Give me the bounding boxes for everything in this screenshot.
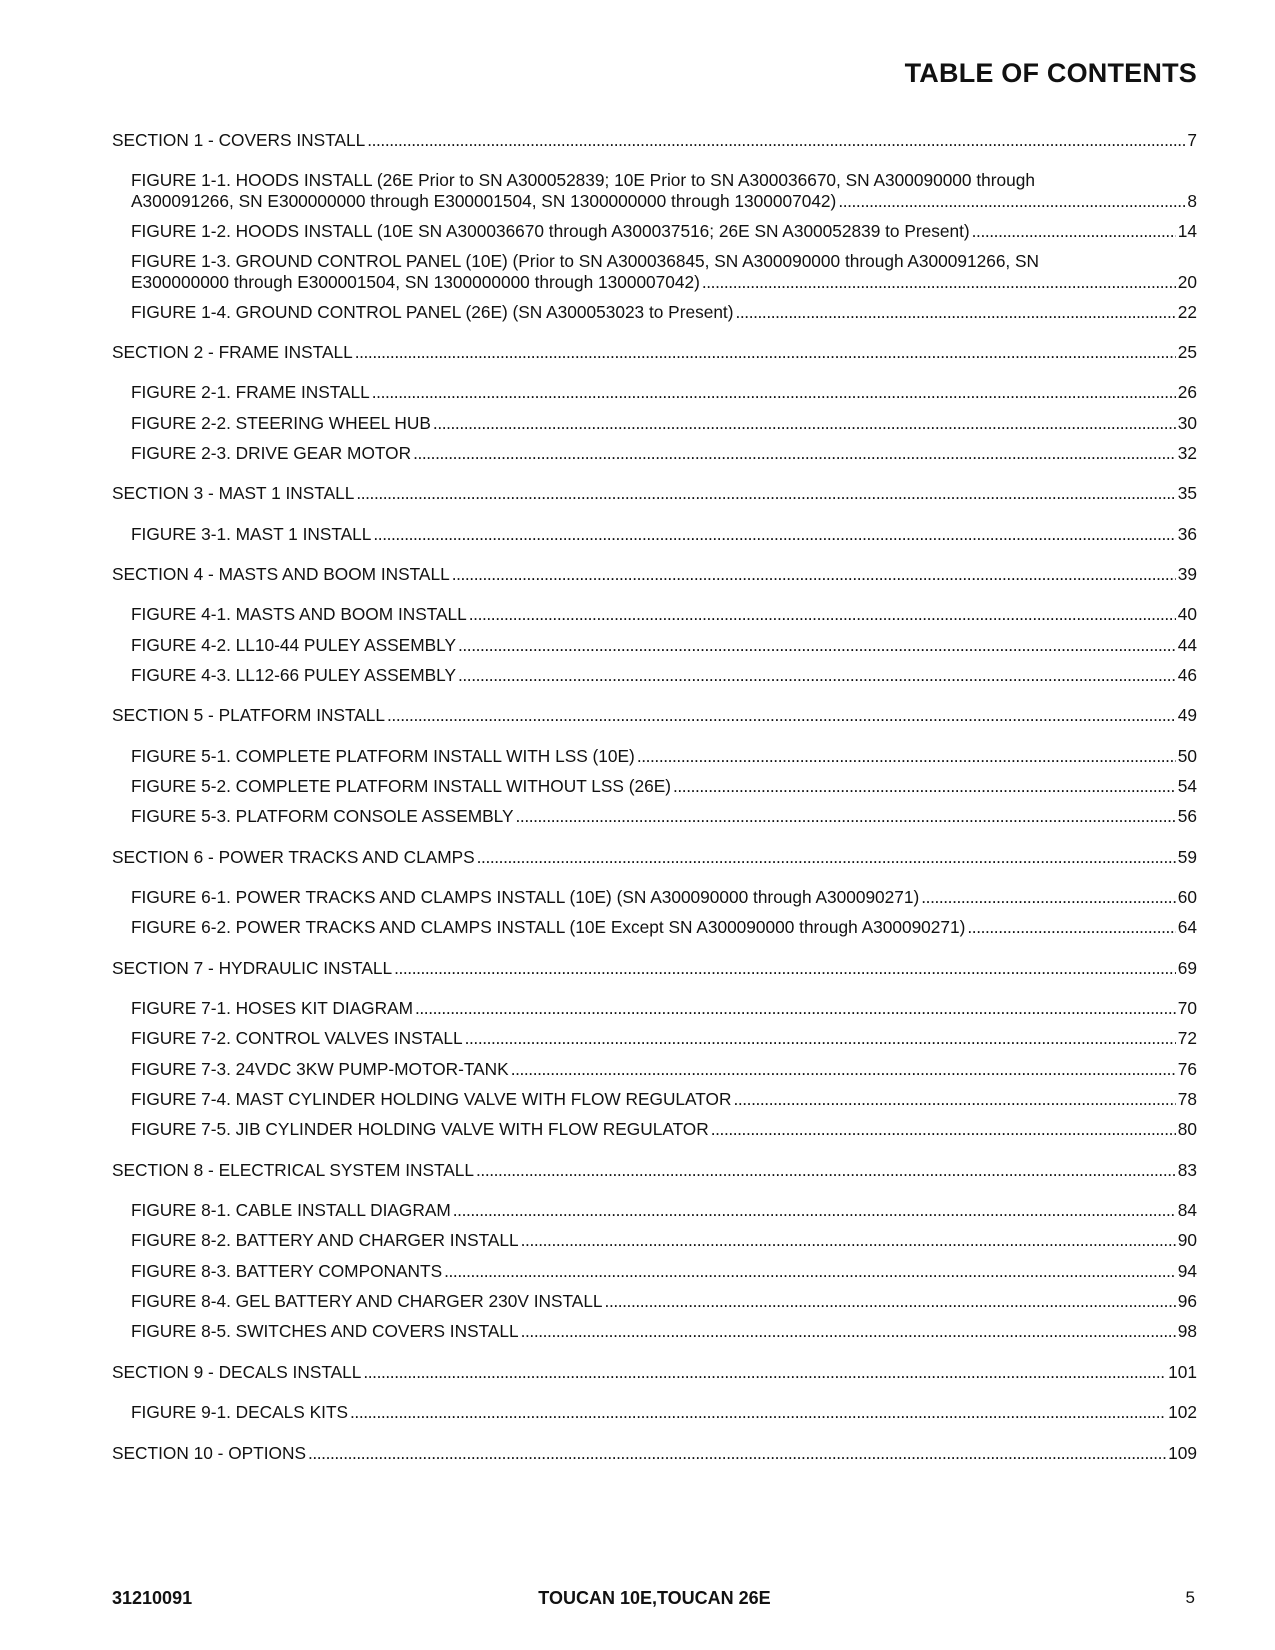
toc-page-number: 7 — [1187, 130, 1197, 150]
dot-leader — [433, 413, 1176, 434]
toc-entry-row — [131, 302, 1197, 323]
dot-leader — [521, 1321, 1176, 1342]
toc-page-number: 32 — [1177, 443, 1197, 463]
toc-figure-entry[interactable] — [131, 170, 1197, 212]
toc-entry-row — [131, 382, 1197, 403]
toc-figure-entry[interactable] — [131, 221, 1197, 242]
toc-entry-row — [131, 1028, 1197, 1049]
toc-page-number: 44 — [1177, 635, 1197, 655]
toc-entry-row — [131, 272, 1197, 293]
toc-figure-entry[interactable] — [131, 776, 1197, 797]
dot-leader — [387, 705, 1176, 726]
dot-leader — [394, 958, 1176, 979]
toc-section-entry[interactable] — [112, 705, 1197, 726]
toc-page-number: 20 — [1177, 272, 1197, 292]
toc-entry-title: FIGURE 8-4. GEL BATTERY AND CHARGER 230V INSTALL — [131, 1291, 603, 1311]
toc-section-entry[interactable] — [112, 1443, 1197, 1464]
toc-entry-title: FIGURE 4-1. MASTS AND BOOM INSTALL — [131, 604, 467, 624]
dot-leader — [415, 998, 1176, 1019]
toc-entry-title: SECTION 2 - FRAME INSTALL — [112, 342, 353, 362]
dot-leader — [521, 1230, 1176, 1251]
toc-entry-title: FIGURE 4-2. LL10-44 PULEY ASSEMBLY — [131, 635, 456, 655]
toc-section-entry[interactable] — [112, 1362, 1197, 1383]
dot-leader — [373, 524, 1175, 545]
toc-page-number: 40 — [1177, 604, 1197, 624]
toc-entry-title: SECTION 4 - MASTS AND BOOM INSTALL — [112, 564, 450, 584]
toc-page-number: 70 — [1177, 998, 1197, 1018]
toc-entry-row — [131, 443, 1197, 464]
toc-entry-title: FIGURE 3-1. MAST 1 INSTALL — [131, 524, 372, 544]
toc-entry-row — [131, 776, 1197, 797]
dot-leader — [453, 1200, 1176, 1221]
page-footer — [112, 1588, 1197, 1612]
toc-figure-entry[interactable] — [131, 1089, 1197, 1110]
toc-entry-row — [131, 1119, 1197, 1140]
toc-page-number: 25 — [1177, 342, 1197, 362]
toc-figure-entry[interactable] — [131, 604, 1197, 625]
toc-entry-title: SECTION 9 - DECALS INSTALL — [112, 1362, 362, 1382]
dot-leader — [711, 1119, 1176, 1140]
toc-section-entry[interactable] — [112, 483, 1197, 504]
toc-entry-title: SECTION 3 - MAST 1 INSTALL — [112, 483, 355, 503]
toc-entry-title: FIGURE 5-1. COMPLETE PLATFORM INSTALL WITH LSS (10E) — [131, 746, 635, 766]
toc-page-number: 72 — [1177, 1028, 1197, 1048]
dot-leader — [476, 1160, 1176, 1181]
dot-leader — [605, 1291, 1176, 1312]
page-number: 5 — [1185, 1588, 1195, 1607]
toc-page-number: 80 — [1177, 1119, 1197, 1139]
toc-entry-row — [131, 998, 1197, 1019]
toc-page-number: 49 — [1177, 705, 1197, 725]
toc-page-number: 54 — [1177, 776, 1197, 796]
toc-entry-row — [112, 1362, 1197, 1383]
toc-page-number: 84 — [1177, 1200, 1197, 1220]
toc-entry-row — [131, 221, 1197, 242]
dot-leader — [736, 302, 1176, 323]
toc-figure-entry[interactable] — [131, 382, 1197, 403]
toc-figure-entry[interactable] — [131, 1119, 1197, 1140]
toc-page-number: 109 — [1168, 1443, 1197, 1463]
toc-entry-title: FIGURE 2-1. FRAME INSTALL — [131, 382, 370, 402]
toc-page-number: 102 — [1168, 1402, 1197, 1422]
toc-page-number: 50 — [1177, 746, 1197, 766]
toc-entry-title: FIGURE 6-1. POWER TRACKS AND CLAMPS INSTALL (10E) (SN A300090000 through A300090271) — [131, 887, 920, 907]
dot-leader — [452, 564, 1176, 585]
toc-entry-title: FIGURE 7-5. JIB CYLINDER HOLDING VALVE WITH FLOW REGULATOR — [131, 1119, 709, 1139]
toc-figure-entry[interactable] — [131, 1291, 1197, 1312]
dot-leader — [363, 1362, 1166, 1383]
toc-entry-title: FIGURE 1-3. GROUND CONTROL PANEL (10E) (Prior to SN A300036845, SN A300090000 through A300091266, SN — [131, 251, 1040, 271]
dot-leader — [921, 887, 1176, 908]
toc-figure-entry[interactable] — [131, 1230, 1197, 1251]
toc-page-number: 39 — [1177, 564, 1197, 584]
toc-figure-entry[interactable] — [131, 665, 1197, 686]
toc-section-entry[interactable] — [112, 130, 1197, 151]
toc-entry-title: SECTION 1 - COVERS INSTALL — [112, 130, 366, 150]
toc-entry-row — [131, 1291, 1197, 1312]
toc-entry-row — [112, 1160, 1197, 1181]
toc-figure-entry[interactable] — [131, 1402, 1197, 1423]
toc-page-number: 69 — [1177, 958, 1197, 978]
toc-entry-title: FIGURE 7-1. HOSES KIT DIAGRAM — [131, 998, 413, 1018]
toc-section-entry[interactable] — [112, 958, 1197, 979]
dot-leader — [350, 1402, 1166, 1423]
toc-page-number: 36 — [1177, 524, 1197, 544]
toc-page-number: 35 — [1177, 483, 1197, 503]
toc-page-number: 76 — [1177, 1059, 1197, 1079]
toc-entry-title: FIGURE 5-3. PLATFORM CONSOLE ASSEMBLY — [131, 806, 514, 826]
toc-entry-row — [131, 1230, 1197, 1251]
dot-leader — [367, 130, 1185, 151]
toc-entry-title: FIGURE 8-1. CABLE INSTALL DIAGRAM — [131, 1200, 451, 1220]
toc-section-entry[interactable] — [112, 342, 1197, 363]
toc-entry-title: FIGURE 8-5. SWITCHES AND COVERS INSTALL — [131, 1321, 519, 1341]
dot-leader — [637, 746, 1176, 767]
dot-leader — [702, 272, 1176, 293]
dot-leader — [356, 483, 1175, 504]
toc-entry-row — [112, 483, 1197, 504]
toc-entry-row — [112, 847, 1197, 868]
toc-page-number: 30 — [1177, 413, 1197, 433]
toc-page-number: 26 — [1177, 382, 1197, 402]
toc-entry-row — [131, 524, 1197, 545]
toc-entry-title-continued: A300091266, SN E300000000 through E300001504, SN 1300000000 through 1300007042) — [131, 191, 837, 211]
toc-entry-row — [131, 1261, 1197, 1282]
toc-page-number: 90 — [1177, 1230, 1197, 1250]
toc-page-number: 46 — [1177, 665, 1197, 685]
toc-entry-row — [131, 191, 1197, 212]
toc-entry-row — [131, 665, 1197, 686]
toc-entry-row — [131, 746, 1197, 767]
toc-figure-entry[interactable] — [131, 302, 1197, 323]
toc-figure-entry[interactable] — [131, 1059, 1197, 1080]
toc-page-number: 14 — [1177, 221, 1197, 241]
toc-entry-title: FIGURE 8-3. BATTERY COMPONANTS — [131, 1261, 443, 1281]
toc-entry-title: SECTION 8 - ELECTRICAL SYSTEM INSTALL — [112, 1160, 475, 1180]
toc-entry-title: FIGURE 6-2. POWER TRACKS AND CLAMPS INSTALL (10E Except SN A300090000 through A300090271) — [131, 917, 966, 937]
toc-entry-row — [131, 635, 1197, 656]
toc-figure-entry[interactable] — [131, 998, 1197, 1019]
dot-leader — [673, 776, 1176, 797]
toc-entry-row — [131, 1200, 1197, 1221]
dot-leader — [458, 635, 1176, 656]
dot-leader — [308, 1443, 1166, 1464]
toc-page-number: 98 — [1177, 1321, 1197, 1341]
toc-section-entry[interactable] — [112, 847, 1197, 868]
product-name: TOUCAN 10E,TOUCAN 26E — [538, 1588, 771, 1608]
toc-entry-title: FIGURE 2-2. STEERING WHEEL HUB — [131, 413, 431, 433]
dot-leader — [413, 443, 1176, 464]
toc-entry-title: FIGURE 4-3. LL12-66 PULEY ASSEMBLY — [131, 665, 456, 685]
dot-leader — [355, 342, 1176, 363]
toc-entry-title-continued: E300000000 through E300001504, SN 1300000000 through 1300007042) — [131, 272, 700, 292]
toc-page-number: 22 — [1177, 302, 1197, 322]
toc-entry-title: FIGURE 2-3. DRIVE GEAR MOTOR — [131, 443, 412, 463]
toc-page-number: 64 — [1177, 917, 1197, 937]
toc-entry-row — [131, 1402, 1197, 1423]
toc-entry-row — [112, 958, 1197, 979]
toc-page-number: 60 — [1177, 887, 1197, 907]
toc-entry-title: FIGURE 7-3. 24VDC 3KW PUMP-MOTOR-TANK — [131, 1059, 509, 1079]
dot-leader — [469, 604, 1176, 625]
toc-figure-entry[interactable] — [131, 1321, 1197, 1342]
dot-leader — [733, 1089, 1175, 1110]
toc-entry-title: FIGURE 1-1. HOODS INSTALL (26E Prior to SN A300052839; 10E Prior to SN A300036670, SN A300090000 through — [131, 170, 1035, 190]
toc-entry-row — [131, 1321, 1197, 1342]
toc-page-number: 78 — [1177, 1089, 1197, 1109]
toc-entry-title: FIGURE 8-2. BATTERY AND CHARGER INSTALL — [131, 1230, 519, 1250]
dot-leader — [372, 382, 1176, 403]
toc-page-number: 94 — [1177, 1261, 1197, 1281]
dot-leader — [838, 191, 1185, 212]
toc-page-number: 96 — [1177, 1291, 1197, 1311]
dot-leader — [444, 1261, 1176, 1282]
page-title: TABLE OF CONTENTS — [904, 58, 1197, 88]
toc-entry-row — [131, 413, 1197, 434]
toc-entry-title: FIGURE 1-2. HOODS INSTALL (10E SN A300036670 through A300037516; 26E SN A300052839 to Present) — [131, 221, 970, 241]
toc-figure-entry[interactable] — [131, 806, 1197, 827]
toc-entry-row — [112, 130, 1197, 151]
toc-entry-row — [112, 705, 1197, 726]
toc-entry-title: SECTION 6 - POWER TRACKS AND CLAMPS — [112, 847, 475, 867]
toc-figure-entry[interactable] — [131, 251, 1197, 293]
dot-leader — [465, 1028, 1176, 1049]
toc-section-entry[interactable] — [112, 1160, 1197, 1181]
toc-figure-entry[interactable] — [131, 524, 1197, 545]
toc-entry-title: FIGURE 1-4. GROUND CONTROL PANEL (26E) (SN A300053023 to Present) — [131, 302, 734, 322]
toc-figure-entry[interactable] — [131, 443, 1197, 464]
dot-leader — [972, 221, 1176, 242]
toc-entry-title: SECTION 10 - OPTIONS — [112, 1443, 306, 1463]
toc-page-number: 8 — [1187, 191, 1197, 211]
toc-section-entry[interactable] — [112, 564, 1197, 585]
toc-page-number: 59 — [1177, 847, 1197, 867]
toc-entry-title: FIGURE 7-4. MAST CYLINDER HOLDING VALVE WITH FLOW REGULATOR — [131, 1089, 732, 1109]
toc-entry-title: SECTION 5 - PLATFORM INSTALL — [112, 705, 386, 725]
toc-figure-entry[interactable] — [131, 746, 1197, 767]
toc-page-number: 83 — [1177, 1160, 1197, 1180]
toc-entry-title: SECTION 7 - HYDRAULIC INSTALL — [112, 958, 393, 978]
toc-entry-title: FIGURE 9-1. DECALS KITS — [131, 1402, 349, 1422]
toc-page-number: 101 — [1168, 1362, 1197, 1382]
dot-leader — [511, 1059, 1176, 1080]
toc-figure-entry[interactable] — [131, 1200, 1197, 1221]
toc-figure-entry[interactable] — [131, 917, 1197, 938]
dot-leader — [516, 806, 1176, 827]
toc-figure-entry[interactable] — [131, 413, 1197, 434]
toc-entry-row — [131, 806, 1197, 827]
toc-entry-row — [112, 1443, 1197, 1464]
toc-entry-title: FIGURE 7-2. CONTROL VALVES INSTALL — [131, 1028, 463, 1048]
toc-entry-row — [131, 887, 1197, 908]
toc-page-number: 56 — [1177, 806, 1197, 826]
toc-figure-entry[interactable] — [131, 887, 1197, 908]
toc-figure-entry[interactable] — [131, 635, 1197, 656]
dot-leader — [967, 917, 1175, 938]
toc-entry-row — [131, 1089, 1197, 1110]
document-number: 31210091 — [112, 1588, 193, 1608]
toc-entry-title: FIGURE 5-2. COMPLETE PLATFORM INSTALL WITHOUT LSS (26E) — [131, 776, 671, 796]
toc-entry-row — [131, 1059, 1197, 1080]
dot-leader — [477, 847, 1176, 868]
toc-figure-entry[interactable] — [131, 1028, 1197, 1049]
toc-figure-entry[interactable] — [131, 1261, 1197, 1282]
toc-entry-row — [112, 564, 1197, 585]
dot-leader — [458, 665, 1176, 686]
toc-entry-row — [131, 604, 1197, 625]
toc-entry-row — [131, 917, 1197, 938]
toc-entry-row — [112, 342, 1197, 363]
